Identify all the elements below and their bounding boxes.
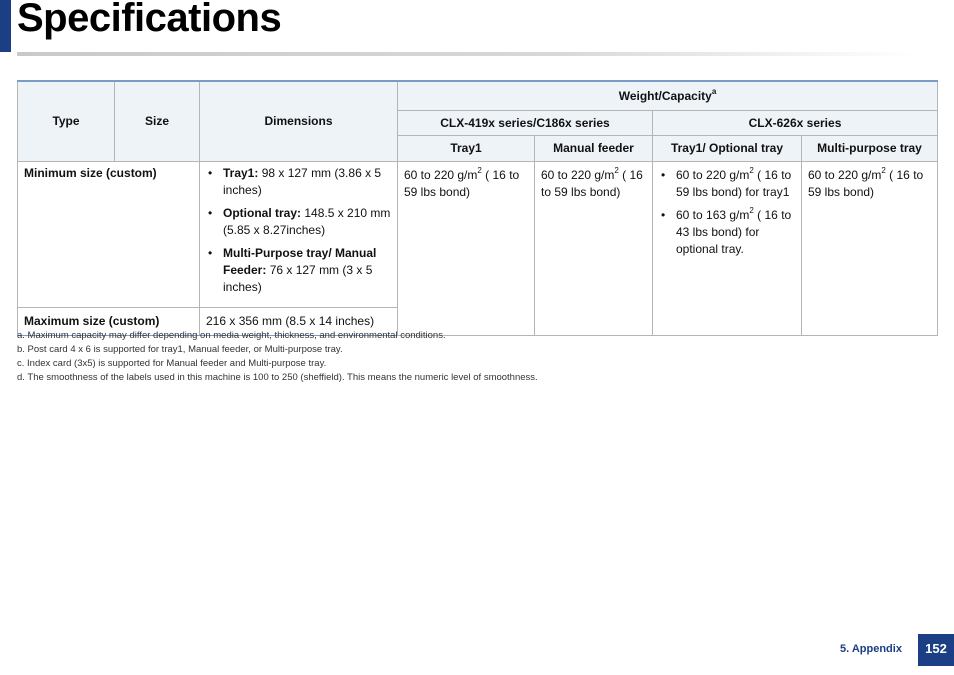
capacity-item-optional-tray: • 60 to 163 $g/m^2$ ( 16 to 43 lbs bond) for optional tray. [659, 207, 795, 258]
cell-multi-purpose-capacity: 60 to 220 $g/m^2$ ( 16 to 59 lbs bond) [802, 161, 938, 335]
header-size: Size [115, 81, 200, 161]
cell-max-dimensions: 216 x 356 mm (8.5 x 14 inches) [200, 307, 398, 335]
row-label-minimum: Minimum size (custom) [18, 161, 200, 307]
row-label-maximum: Maximum size (custom) [18, 307, 200, 335]
footnotes [17, 329, 538, 385]
header-tray1-optional: Tray1/ Optional tray [653, 135, 802, 161]
capacity-item-tray1: • 60 to 220 $g/m^2$ ( 16 to 59 lbs bond) for tray1 [659, 167, 795, 201]
header-type: Type [18, 81, 115, 161]
header-manual-feeder: Manual feeder [535, 135, 653, 161]
title-underline [17, 52, 917, 56]
header-series-clx626x: CLX-626x series [653, 110, 938, 135]
header-multi-purpose: Multi-purpose tray [802, 135, 938, 161]
header-weight-capacity [398, 81, 938, 110]
footer-section-label: 5. Appendix [840, 643, 902, 655]
dim-item-tray1: • Tray1: 98 x 127 mm (3.86 x 5 inches) [206, 165, 391, 199]
page-title: Specifications [17, 0, 282, 40]
dim-item-multi-purpose: • Multi-Purpose tray/ Manual Feeder: 76 x 127 mm (3 x 5 inches) [206, 245, 391, 296]
footnote-d: d. The smoothness of the labels used in this machine is 100 to 250 (sheffield). This means the numeric level of smoothness. [17, 372, 538, 383]
tray1-optional-list [659, 167, 795, 258]
cell-manual-feeder-capacity: 60 to 220 $g/m^2$ ( 16 to 59 lbs bond) [535, 161, 653, 335]
cell-tray1-capacity: 60 to 220 $g/m^2$ ( 16 to 59 lbs bond) [398, 161, 535, 335]
header-tray1: Tray1 [398, 135, 535, 161]
footnote-ref-a: a [711, 86, 717, 96]
cell-tray1-optional-capacity [653, 161, 802, 335]
footnote-a: a. Maximum capacity may differ depending on media weight, thickness, and environmental conditions. [17, 330, 446, 341]
title-accent-bar [0, 0, 11, 52]
footnote-b: b. Post card 4 x 6 is supported for tray1, Manual feeder, or Multi-purpose tray. [17, 344, 343, 355]
dim-item-optional-tray: • Optional tray: 148.5 x 210 mm (5.85 x 8.27inches) [206, 205, 391, 239]
header-dimensions: Dimensions [200, 81, 398, 161]
footnote-c: c. Index card (3x5) is supported for Manual feeder and Multi-purpose tray. [17, 358, 327, 369]
header-series-clx419x: CLX-419x series/C186x series [398, 110, 653, 135]
specifications-table [17, 80, 938, 336]
min-dimensions-list [206, 165, 391, 296]
cell-min-dimensions [200, 161, 398, 307]
header-weight-capacity-label: Weight/Capacity [618, 88, 712, 103]
page-number-badge: 152 [918, 634, 954, 666]
